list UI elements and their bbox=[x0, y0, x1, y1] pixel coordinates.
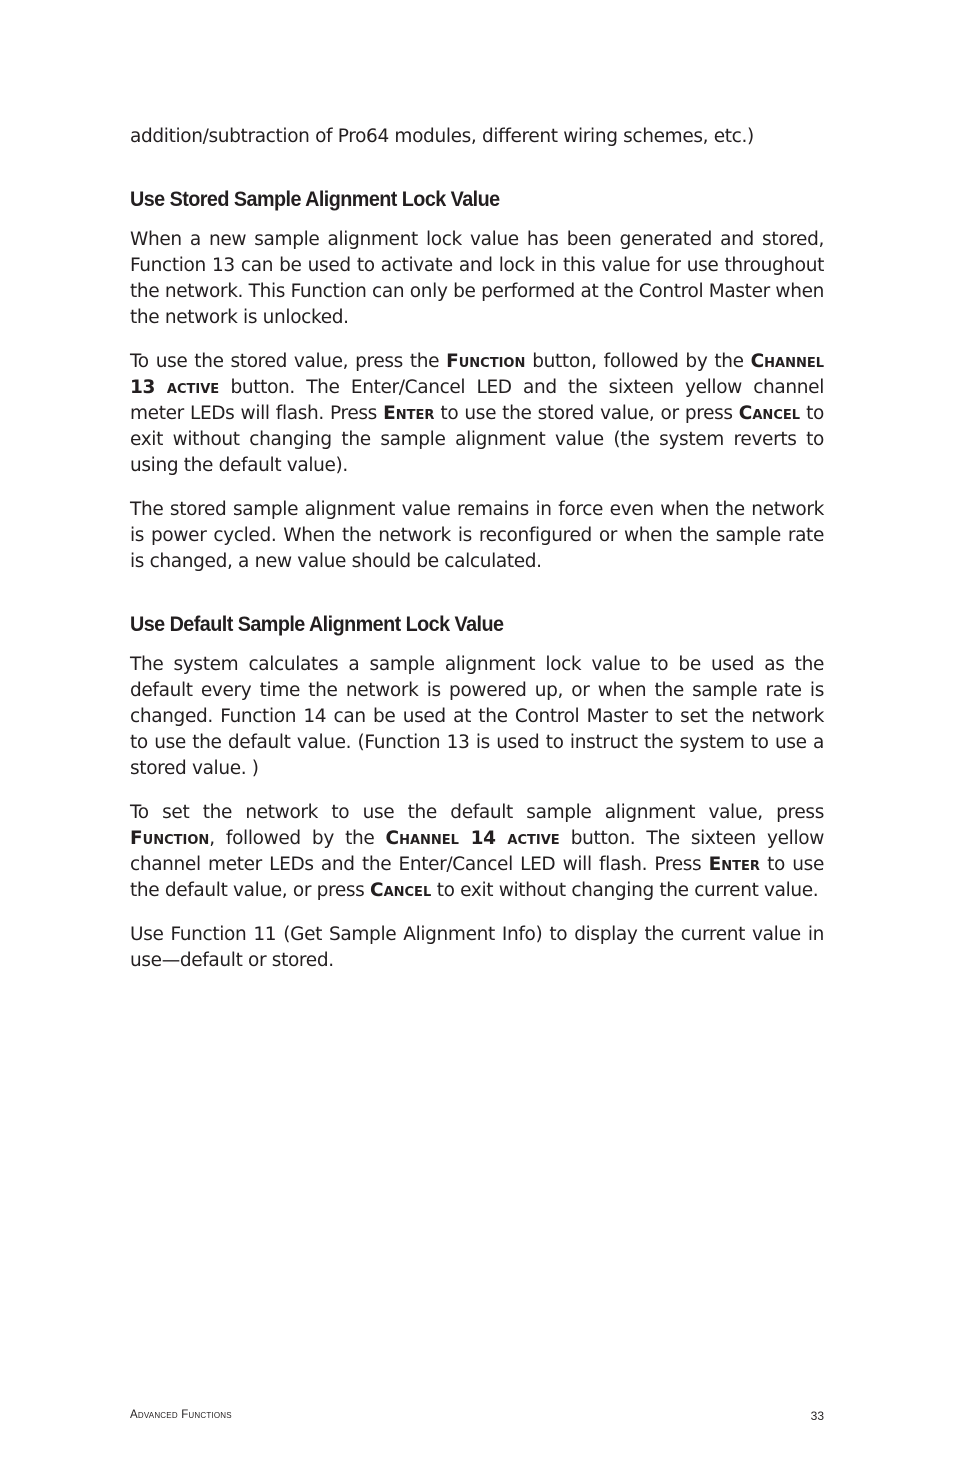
footer-page-number: 33 bbox=[810, 1409, 824, 1423]
stored-paragraph-3: The stored sample alignment value remains in force even when the network is power cycled. When the network is reconfigured or when the sample rate is changed, a new value should be calculated. bbox=[130, 499, 824, 572]
channel-button-label: Channel bbox=[750, 351, 825, 372]
cancel-button-label: Cancel bbox=[738, 403, 801, 424]
text-run: button. The sixteen yellow channel meter LEDs and the Enter/Cancel LED will flash. Press bbox=[130, 828, 824, 875]
page-body bbox=[130, 124, 824, 992]
section-heading-stored: Use Stored Sample Alignment Lock Value bbox=[130, 187, 500, 211]
default-paragraph-3: Use Function 11 (Get Sample Alignment Info) to display the current value in use—default or stored. bbox=[130, 924, 824, 971]
text-run: , followed by the bbox=[209, 828, 386, 849]
footer-section-title: Advanced Functions bbox=[130, 1409, 232, 1421]
enter-button-label: Enter bbox=[383, 403, 435, 424]
cancel-button-label: Cancel bbox=[370, 880, 432, 901]
function-button-label: Function bbox=[130, 828, 210, 849]
text-run: to use the default value, or press bbox=[130, 854, 824, 901]
stored-paragraph-1: When a new sample alignment lock value has been generated and stored, Function 13 can be used to activate and lock in this value for use throughout the network. This Function can only be performed at the Control Master when the network is unlocked. bbox=[130, 229, 824, 328]
intro-paragraph: addition/subtraction of Pro64 modules, different wiring schemes, etc.) bbox=[130, 126, 754, 147]
active-label: active bbox=[507, 828, 560, 849]
active-label: active bbox=[166, 377, 220, 398]
text-run: button. The Enter/Cancel LED and the sixteen yellow channel meter LEDs will flash. Press bbox=[130, 377, 824, 424]
text-run: to exit without changing the current value. bbox=[431, 880, 819, 901]
stored-paragraph-2 bbox=[130, 349, 824, 479]
channel-number: 14 bbox=[458, 828, 508, 849]
text-run: button, followed by the bbox=[525, 351, 751, 372]
default-paragraph-1: The system calculates a sample alignment lock value to be used as the default every time the network is powered up, or when the sample rate is changed. Function 14 can be used at the Control Master to set the network to use the default value. (Function 13 is used to instruct the system to use a stored value. ) bbox=[130, 654, 824, 779]
enter-button-label: Enter bbox=[708, 854, 760, 875]
text-run: To use the stored value, press the bbox=[130, 351, 447, 372]
channel-number: 13 bbox=[130, 377, 167, 398]
section-heading-default: Use Default Sample Alignment Lock Value bbox=[130, 612, 504, 636]
text-run: to exit without changing the sample alignment value (the system reverts to using the default value). bbox=[130, 403, 824, 476]
text-run: to use the stored value, or press bbox=[434, 403, 739, 424]
channel-button-label: Channel bbox=[385, 828, 459, 849]
default-paragraph-2 bbox=[130, 800, 824, 904]
function-button-label: Function bbox=[446, 351, 526, 372]
text-run: To set the network to use the default sample alignment value, press bbox=[130, 802, 824, 823]
